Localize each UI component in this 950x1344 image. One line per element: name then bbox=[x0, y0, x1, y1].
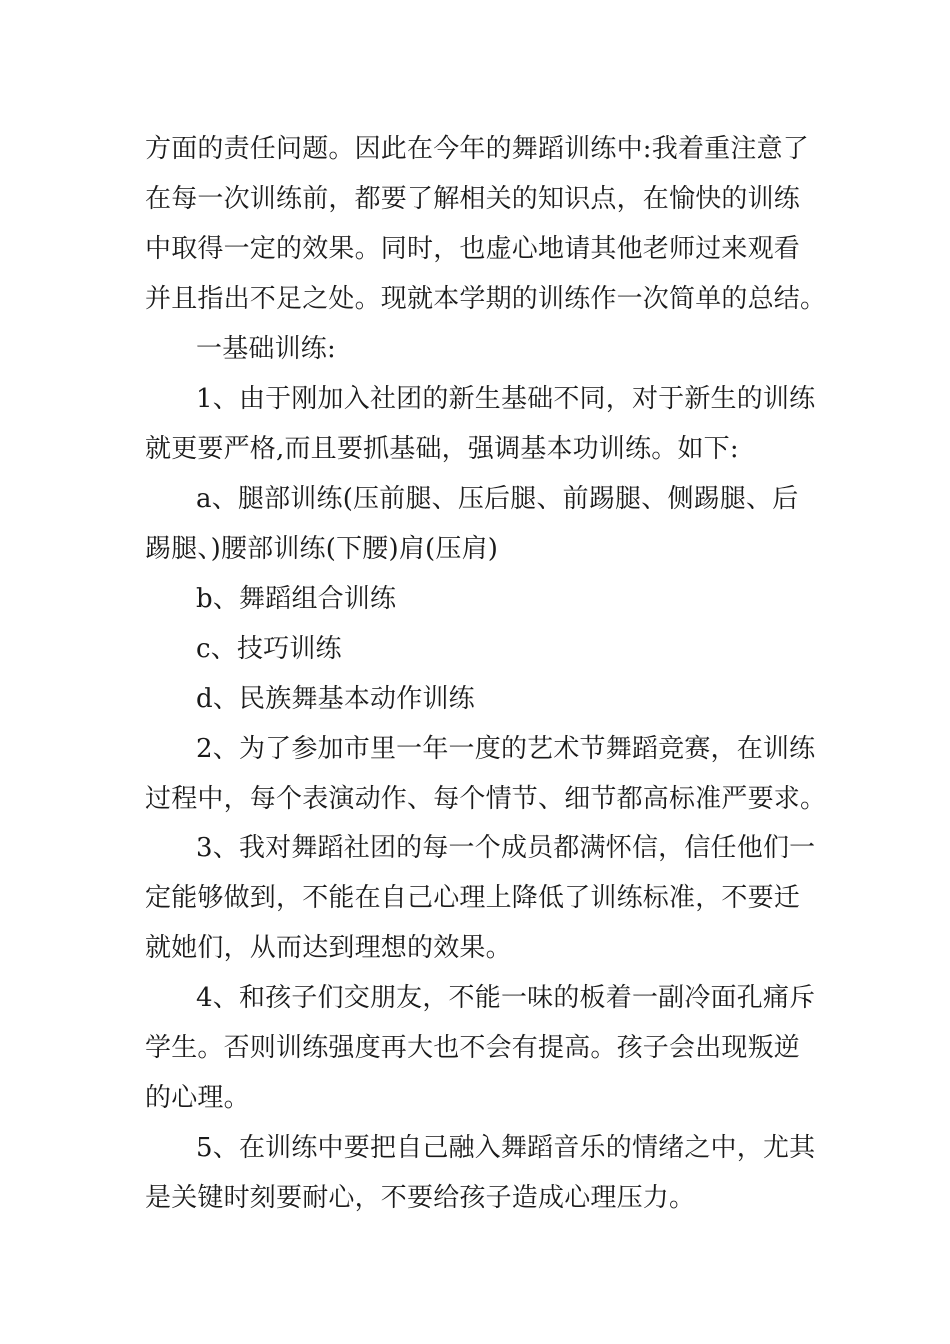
section-heading: 一基础训练: bbox=[196, 334, 336, 364]
text-line: 3、我对舞蹈社团的每一个成员都满怀信，信任他们一 bbox=[196, 833, 816, 863]
text-line: 的心理。 bbox=[145, 1083, 250, 1113]
text-line: 在每一次训练前，都要了解相关的知识点，在愉快的训练 bbox=[145, 184, 801, 214]
text-line: 就她们，从而达到理想的效果。 bbox=[145, 933, 512, 963]
text-line: 方面的责任问题。因此在今年的舞蹈训练中:我着重注意了 bbox=[145, 134, 809, 164]
text-line: 学生。否则训练强度再大也不会有提高。孩子会出现叛逆 bbox=[145, 1033, 801, 1063]
text-line: 5、在训练中要把自己融入舞蹈音乐的情绪之中，尤其 bbox=[196, 1133, 816, 1163]
text-line: 4、和孩子们交朋友，不能一味的板着一副冷面孔痛斥 bbox=[196, 983, 816, 1013]
text-line: b、舞蹈组合训练 bbox=[196, 584, 397, 614]
text-line: 并且指出不足之处。现就本学期的训练作一次简单的总结。 bbox=[145, 284, 827, 314]
text-line: 定能够做到，不能在自己心理上降低了训练标准，不要迁 bbox=[145, 883, 801, 913]
text-line: c、技巧训练 bbox=[196, 634, 342, 664]
text-line: a、腿部训练(压前腿、压后腿、前踢腿、侧踢腿、后 bbox=[196, 484, 799, 514]
text-line: 中取得一定的效果。同时，也虚心地请其他老师过来观看 bbox=[145, 234, 801, 264]
text-line: d、民族舞基本动作训练 bbox=[196, 684, 475, 714]
text-line: 过程中，每个表演动作、每个情节、细节都高标准严要求。 bbox=[145, 784, 827, 814]
text-line: 1、由于刚加入社团的新生基础不同，对于新生的训练 bbox=[196, 384, 816, 414]
text-line: 就更要严格,而且要抓基础，强调基本功训练。如下: bbox=[145, 434, 739, 464]
text-line: 踢腿、)腰部训练(下腰)肩(压肩) bbox=[145, 534, 499, 564]
text-line: 2、为了参加市里一年一度的艺术节舞蹈竞赛，在训练 bbox=[196, 734, 816, 764]
text-line: 是关键时刻要耐心，不要给孩子造成心理压力。 bbox=[145, 1183, 696, 1213]
